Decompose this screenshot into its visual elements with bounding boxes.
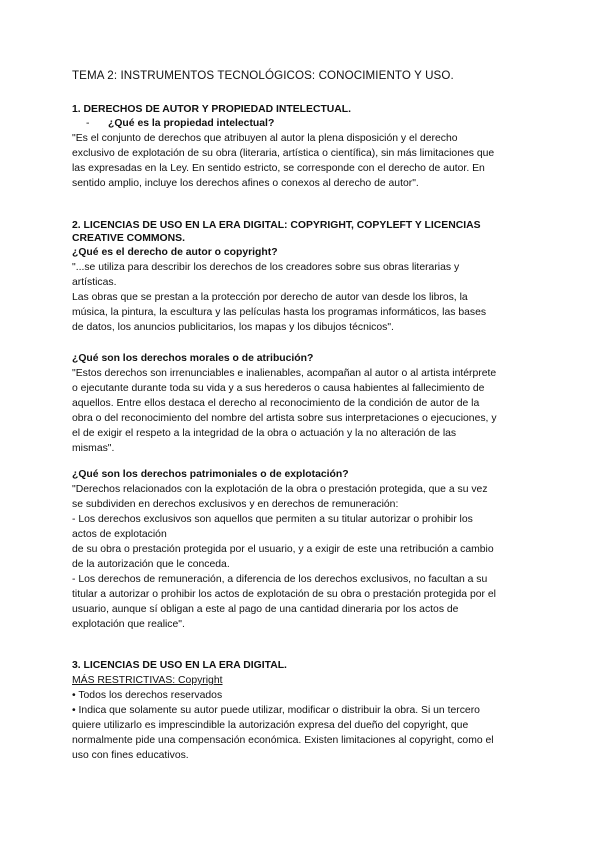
paragraph-line: el de exigir el respeto a la integridad de la obra o actuación y la no alteración de las: [72, 428, 457, 439]
paragraph-line: "Es el conjunto de derechos que atribuyen al autor la plena disposición y el derecho: [72, 133, 458, 144]
section-2-heading-line: 2. LICENCIAS DE USO EN LA ERA DIGITAL: COPYRIGHT, COPYLEFT Y LICENCIAS: [72, 220, 481, 231]
paragraph-line: - Los derechos de remuneración, a diferencia de los derechos exclusivos, no facultan a su: [72, 574, 488, 585]
paragraph-line: "...se utiliza para describir los derechos de los creadores sobre sus obras literarias y: [72, 262, 460, 273]
paragraph-line: actos de explotación: [72, 529, 167, 540]
paragraph-line: usuario, aunque sí obligan a este al pago de una cantidad dineraria por los actos de: [72, 604, 459, 615]
question-propiedad-intelectual: [72, 116, 532, 131]
paragraph-line: titular a autorizar o prohibir los actos de explotación de su obra o prestación protegida por el: [72, 589, 496, 600]
section-1-heading: 1. DERECHOS DE AUTOR Y PROPIEDAD INTELECTUAL.: [72, 104, 352, 115]
section-2: [72, 219, 532, 335]
paragraph-line: de su obra o prestación protegida por el usuario, y a exigir de este una retribución a cambio: [72, 544, 494, 555]
subsection-derechos-patrimoniales: [72, 467, 532, 632]
question-derechos-patrimoniales: ¿Qué son los derechos patrimoniales o de explotación?: [72, 469, 349, 480]
paragraph-line: exclusivo de explotación de su obra (literaria, artística o científica), sin más limitaciones que: [72, 148, 495, 159]
paragraph-line: uso con fines educativos.: [72, 750, 189, 761]
bullet-line: • Todos los derechos reservados: [72, 690, 223, 701]
paragraph-line: Las obras que se prestan a la protección por derecho de autor van desde los libros, la: [72, 292, 468, 303]
question-derechos-morales: ¿Qué son los derechos morales o de atribución?: [72, 353, 314, 364]
restrictive-subheading: MÁS RESTRICTIVAS: Copyright: [72, 675, 223, 686]
paragraph-line: mismas".: [72, 443, 115, 454]
section-3-heading: 3. LICENCIAS DE USO EN LA ERA DIGITAL.: [72, 660, 287, 671]
paragraph-line: música, la pintura, la escultura y las películas hasta los programas informáticos, las bases: [72, 307, 487, 318]
question-text: ¿Qué es la propiedad intelectual?: [108, 118, 275, 129]
paragraph-line: obra o del reconocimiento del nombre del artista sobre sus interpretaciones o ejecuciones, y: [72, 413, 497, 424]
document-title: TEMA 2: INSTRUMENTOS TECNOLÓGICOS: CONOCIMIENTO Y USO.: [72, 69, 454, 82]
paragraph-line: "Derechos relacionados con la explotación de la obra o prestación protegida, que a su vez: [72, 484, 488, 495]
paragraph-line: las expresadas en la Ley. En sentido estricto, se corresponde con el derecho de autor. En: [72, 163, 485, 174]
paragraph-line: artísticas.: [72, 277, 117, 288]
bullet-line: • Indica que solamente su autor puede utilizar, modificar o distribuir la obra. Si un tercero: [72, 705, 480, 716]
section-3: [72, 658, 532, 763]
subsection-derechos-morales: [72, 351, 532, 456]
paragraph-line: o ejecutante durante toda su vida y a sus herederos o causa habientes al fallecimiento de: [72, 383, 485, 394]
paragraph-line: de datos, los anuncios publicitarios, los mapas y los dibujos técnicos".: [72, 322, 394, 333]
section-2-heading-line: CREATIVE COMMONS.: [72, 233, 185, 244]
question-copyright: ¿Qué es el derecho de autor o copyright?: [72, 247, 278, 258]
paragraph-line: normalmente pide una compensación económica. Existen limitaciones al copyright, como el: [72, 735, 494, 746]
paragraph-line: explotación que realice".: [72, 619, 185, 630]
paragraph-line: - Los derechos exclusivos son aquellos que permiten a su titular autorizar o prohibir los: [72, 514, 473, 525]
paragraph-line: se subdividen en derechos exclusivos y en derechos de remuneración:: [72, 499, 399, 510]
paragraph-line: "Estos derechos son irrenunciables e inalienables, acompañan al autor o al artista intérprete: [72, 368, 497, 379]
paragraph-line: de la autorización que le conceda.: [72, 559, 230, 570]
paragraph-line: sentido amplio, incluye los derechos afines o conexos al derecho de autor".: [72, 178, 419, 189]
section-1: [72, 103, 532, 191]
paragraph-line: quiere utilizarlo es imprescindible la autorización expresa del dueño del copyright, que: [72, 720, 469, 731]
list-dash: -: [86, 118, 90, 129]
paragraph-line: aquellos. Entre ellos destaca el derecho al reconocimiento de la condición de autor de la: [72, 398, 480, 409]
